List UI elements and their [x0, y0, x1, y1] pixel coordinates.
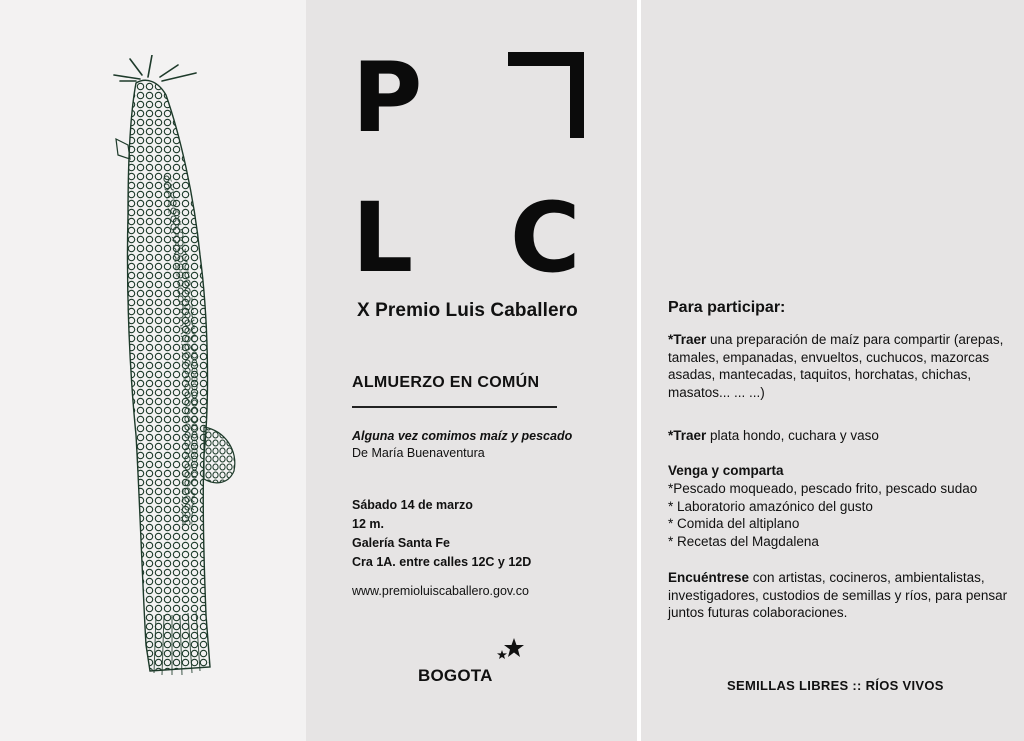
work-title: Alguna vez comimos maíz y pescado	[352, 429, 573, 443]
meet-text: con artistas, cocineros, ambientalistas, investigadores, custodios de semillas y ríos, para pensar juntos futuras colaboraciones.	[668, 570, 1008, 620]
meet-paragraph	[668, 569, 1013, 622]
item-dishes-label: *Traer	[668, 428, 707, 443]
participate-item-corn	[668, 331, 1013, 401]
participate-heading: Para participar:	[668, 299, 786, 316]
work-author: De María Buenaventura	[352, 446, 485, 460]
logo-letter-p: P	[352, 42, 423, 154]
catfish-illustration	[100, 55, 250, 685]
logo-letter-c: C	[510, 182, 581, 294]
event-title: ALMUERZO EN COMÚN	[352, 374, 540, 391]
share-section-title: Venga y comparta	[668, 463, 784, 478]
item-dishes-text: plata hondo, cuchara y vaso	[706, 428, 879, 443]
event-date: Sábado 14 de marzo	[352, 498, 473, 512]
event-address: Cra 1A. entre calles 12C y 12D	[352, 555, 532, 569]
left-panel	[0, 0, 306, 741]
tagline: SEMILLAS LIBRES :: RÍOS VIVOS	[727, 678, 944, 693]
title-underline	[352, 406, 557, 408]
event-venue: Galería Santa Fe	[352, 536, 450, 550]
logo-corner-mark	[508, 52, 584, 138]
item-corn-label: *Traer	[668, 332, 707, 347]
logo-letter-l: L	[352, 182, 414, 294]
bogota-logo	[418, 636, 528, 696]
event-time: 12 m.	[352, 517, 384, 531]
item-corn-text: una preparación de maíz para compartir (arepas, tamales, empanadas, envueltos, cuchucos, mazorcas asadas, mantecadas, taquitos, horchatas, chichas, masatos... ... ...)	[668, 332, 1004, 400]
meet-label: Encuéntrese	[668, 570, 750, 585]
prize-name: X Premio Luis Caballero	[357, 300, 578, 321]
star-icon	[496, 638, 526, 664]
list-item: *Pescado moqueado, pescado frito, pescado sudao	[668, 481, 978, 496]
website-link[interactable]: www.premioluiscaballero.gov.co	[352, 584, 529, 598]
list-item: * Recetas del Magdalena	[668, 533, 819, 549]
list-item: * Laboratorio amazónico del gusto	[668, 498, 873, 514]
bogota-wordmark: BOGOTA	[418, 666, 493, 685]
list-item: * Comida del altiplano	[668, 516, 800, 531]
participate-item-dishes	[668, 427, 1013, 445]
event-details	[352, 496, 531, 572]
share-list	[668, 480, 1013, 550]
